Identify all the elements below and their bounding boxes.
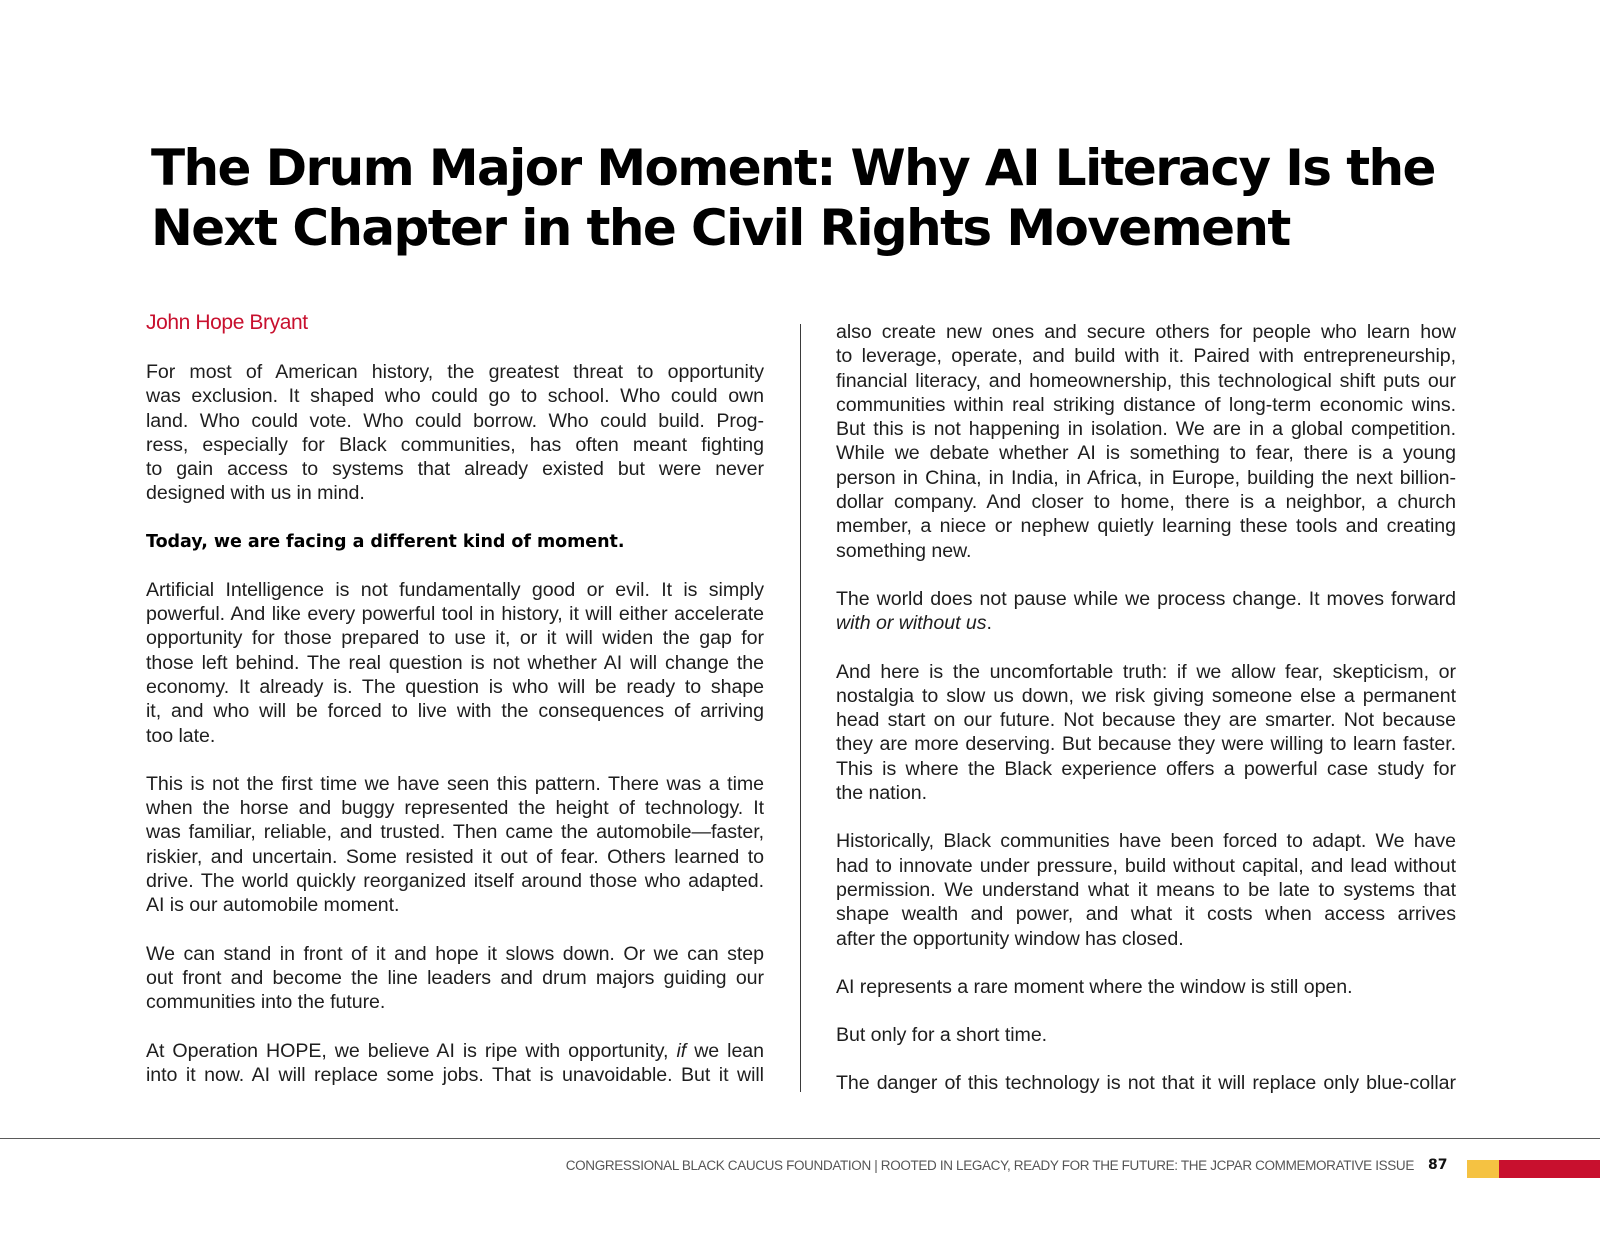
italic-text: with or without us [836,612,987,635]
text-line: AI is our automobile moment. [146,894,400,917]
text-line: opportunity for those prepared to use it, or it will widen the gap for [146,627,764,650]
paragraph-4 [146,942,764,1015]
right-column [836,320,1456,1120]
text-line: We can stand in front of it and hope it slows down. Or we can step [146,942,764,965]
text-line: it, and who will be forced to live with the consequences of arriving [146,700,764,723]
text-line: riskier, and uncertain. Some resisted it out of fear. Others learned to [146,845,764,868]
text-line: economy. It already is. The question is who will be ready to shape [146,675,764,698]
text-line: nostalgia to slow us down, we risk giving someone else a permanent [836,684,1456,707]
paragraph-11 [836,1023,1456,1047]
text-line: too late. [146,724,216,747]
italic-text: if [676,1039,687,1062]
text-line: also create new ones and secure others for people who learn how [836,321,1456,343]
footer-rule [0,1138,1600,1139]
left-column [146,310,764,1111]
text-line: shape wealth and power, and what it costs when access arrives [836,903,1456,926]
publication-name: CONGRESSIONAL BLACK CAUCUS FOUNDATION | ROOTED IN LEGACY, READY FOR THE FUTURE: THE JCPAR COMMEMORATIVE ISSUE [565,1158,1414,1173]
text-line: into it now. AI will replace some jobs. That is unavoidable. But it will [146,1063,764,1086]
paragraph-12 [836,1071,1456,1095]
text-line: to gain access to systems that already existed but were never [146,458,764,481]
text-line: when the horse and buggy represented the height of technology. It [146,797,764,820]
text-line: financial literacy, and homeownership, this technological shift puts our [836,369,1456,392]
text-line: those left behind. The real question is not whether AI will change the [146,651,764,674]
text-line: out front and become the line leaders and drum majors guiding our [146,966,764,989]
text-line: communities into the future. [146,991,386,1014]
text-segment: At Operation HOPE, we believe AI is ripe with opportunity, [146,1039,669,1062]
text-line: was exclusion. It shaped who could go to school. Who could own [146,385,764,408]
text-line [146,1039,764,1063]
text-line: something new. [836,539,972,562]
title-line-2: Next Chapter in the Civil Rights Movement [151,199,1290,257]
text-line: communities within real striking distance of long-term economic wins. [836,393,1456,416]
text-line: While we debate whether AI is something to fear, there is a young [836,442,1456,465]
lead-statement: Today, we are facing a different kind of moment. [146,531,625,552]
accent-bar-red [1499,1160,1600,1178]
paragraph-10 [836,975,1456,999]
text-line [836,611,1456,635]
text-line: drive. The world quickly reorganized itself around those who adapted. [146,870,764,893]
text-line: person in China, in India, in Africa, in Europe, building the next billion- [836,466,1456,489]
text-line: For most of American history, the greatest threat to opportunity [146,361,764,383]
paragraph-6 [836,320,1456,563]
text-line: powerful. And like every powerful tool in history, it will either accelerate [146,603,764,626]
text-line: The danger of this technology is not that it will replace only blue-collar [836,1072,1456,1095]
paragraph-3 [146,772,764,918]
text-line: And here is the uncomfortable truth: if we allow fear, skepticism, or [836,660,1456,683]
text-line: land. Who could vote. Who could borrow. Who could build. Prog- [146,409,764,432]
text-line: Artificial Intelligence is not fundamentally good or evil. It is simply [146,578,764,601]
text-line: member, a niece or nephew quietly learning these tools and creating [836,515,1456,538]
text-line: This is where the Black experience offers a powerful case study for [836,757,1456,780]
author-name: John Hope Bryant [146,311,308,334]
paragraph-5 [146,1039,764,1088]
accent-bar-yellow [1467,1160,1499,1178]
page-number: 87 [1428,1157,1448,1173]
text-line: head start on our future. Not because they are smarter. Not because [836,709,1456,732]
text-line: to leverage, operate, and build with it. Paired with entrepreneurship, [836,345,1456,368]
text-line: But only for a short time. [836,1024,1048,1047]
article-title [151,138,1451,258]
title-line-1: The Drum Major Moment: Why AI Literacy Is the [151,139,1435,197]
text-line: was familiar, reliable, and trusted. Then came the automobile—faster, [146,821,764,844]
paragraph-7 [836,587,1456,636]
text-line: This is not the first time we have seen this pattern. There was a time [146,772,764,795]
text-line: The world does not pause while we process change. It moves forward [836,587,1456,610]
column-divider [800,324,801,1092]
text-line: permission. We understand what it means to be late to systems that [836,878,1456,901]
text-line: dollar company. And closer to home, there is a neighbor, a church [836,491,1456,514]
text-line: ress, especially for Black communities, has often meant fighting [146,433,764,456]
text-line: had to innovate under pressure, build without capital, and lead without [836,854,1456,877]
text-line: But this is not happening in isolation. We are in a global competition. [836,418,1456,441]
paragraph-1 [146,360,764,506]
text-segment: . [986,612,992,635]
paragraph-8 [836,660,1456,806]
text-line: they are more deserving. But because they were willing to learn faster. [836,733,1456,756]
text-line: after the opportunity window has closed. [836,927,1184,950]
text-segment: we lean [694,1039,764,1062]
text-line: Historically, Black communities have been forced to adapt. We have [836,830,1456,853]
paragraph-9 [836,829,1456,950]
paragraph-2 [146,578,764,748]
text-line: the nation. [836,782,927,805]
text-line: AI represents a rare moment where the window is still open. [836,975,1353,998]
text-line: designed with us in mind. [146,482,365,505]
